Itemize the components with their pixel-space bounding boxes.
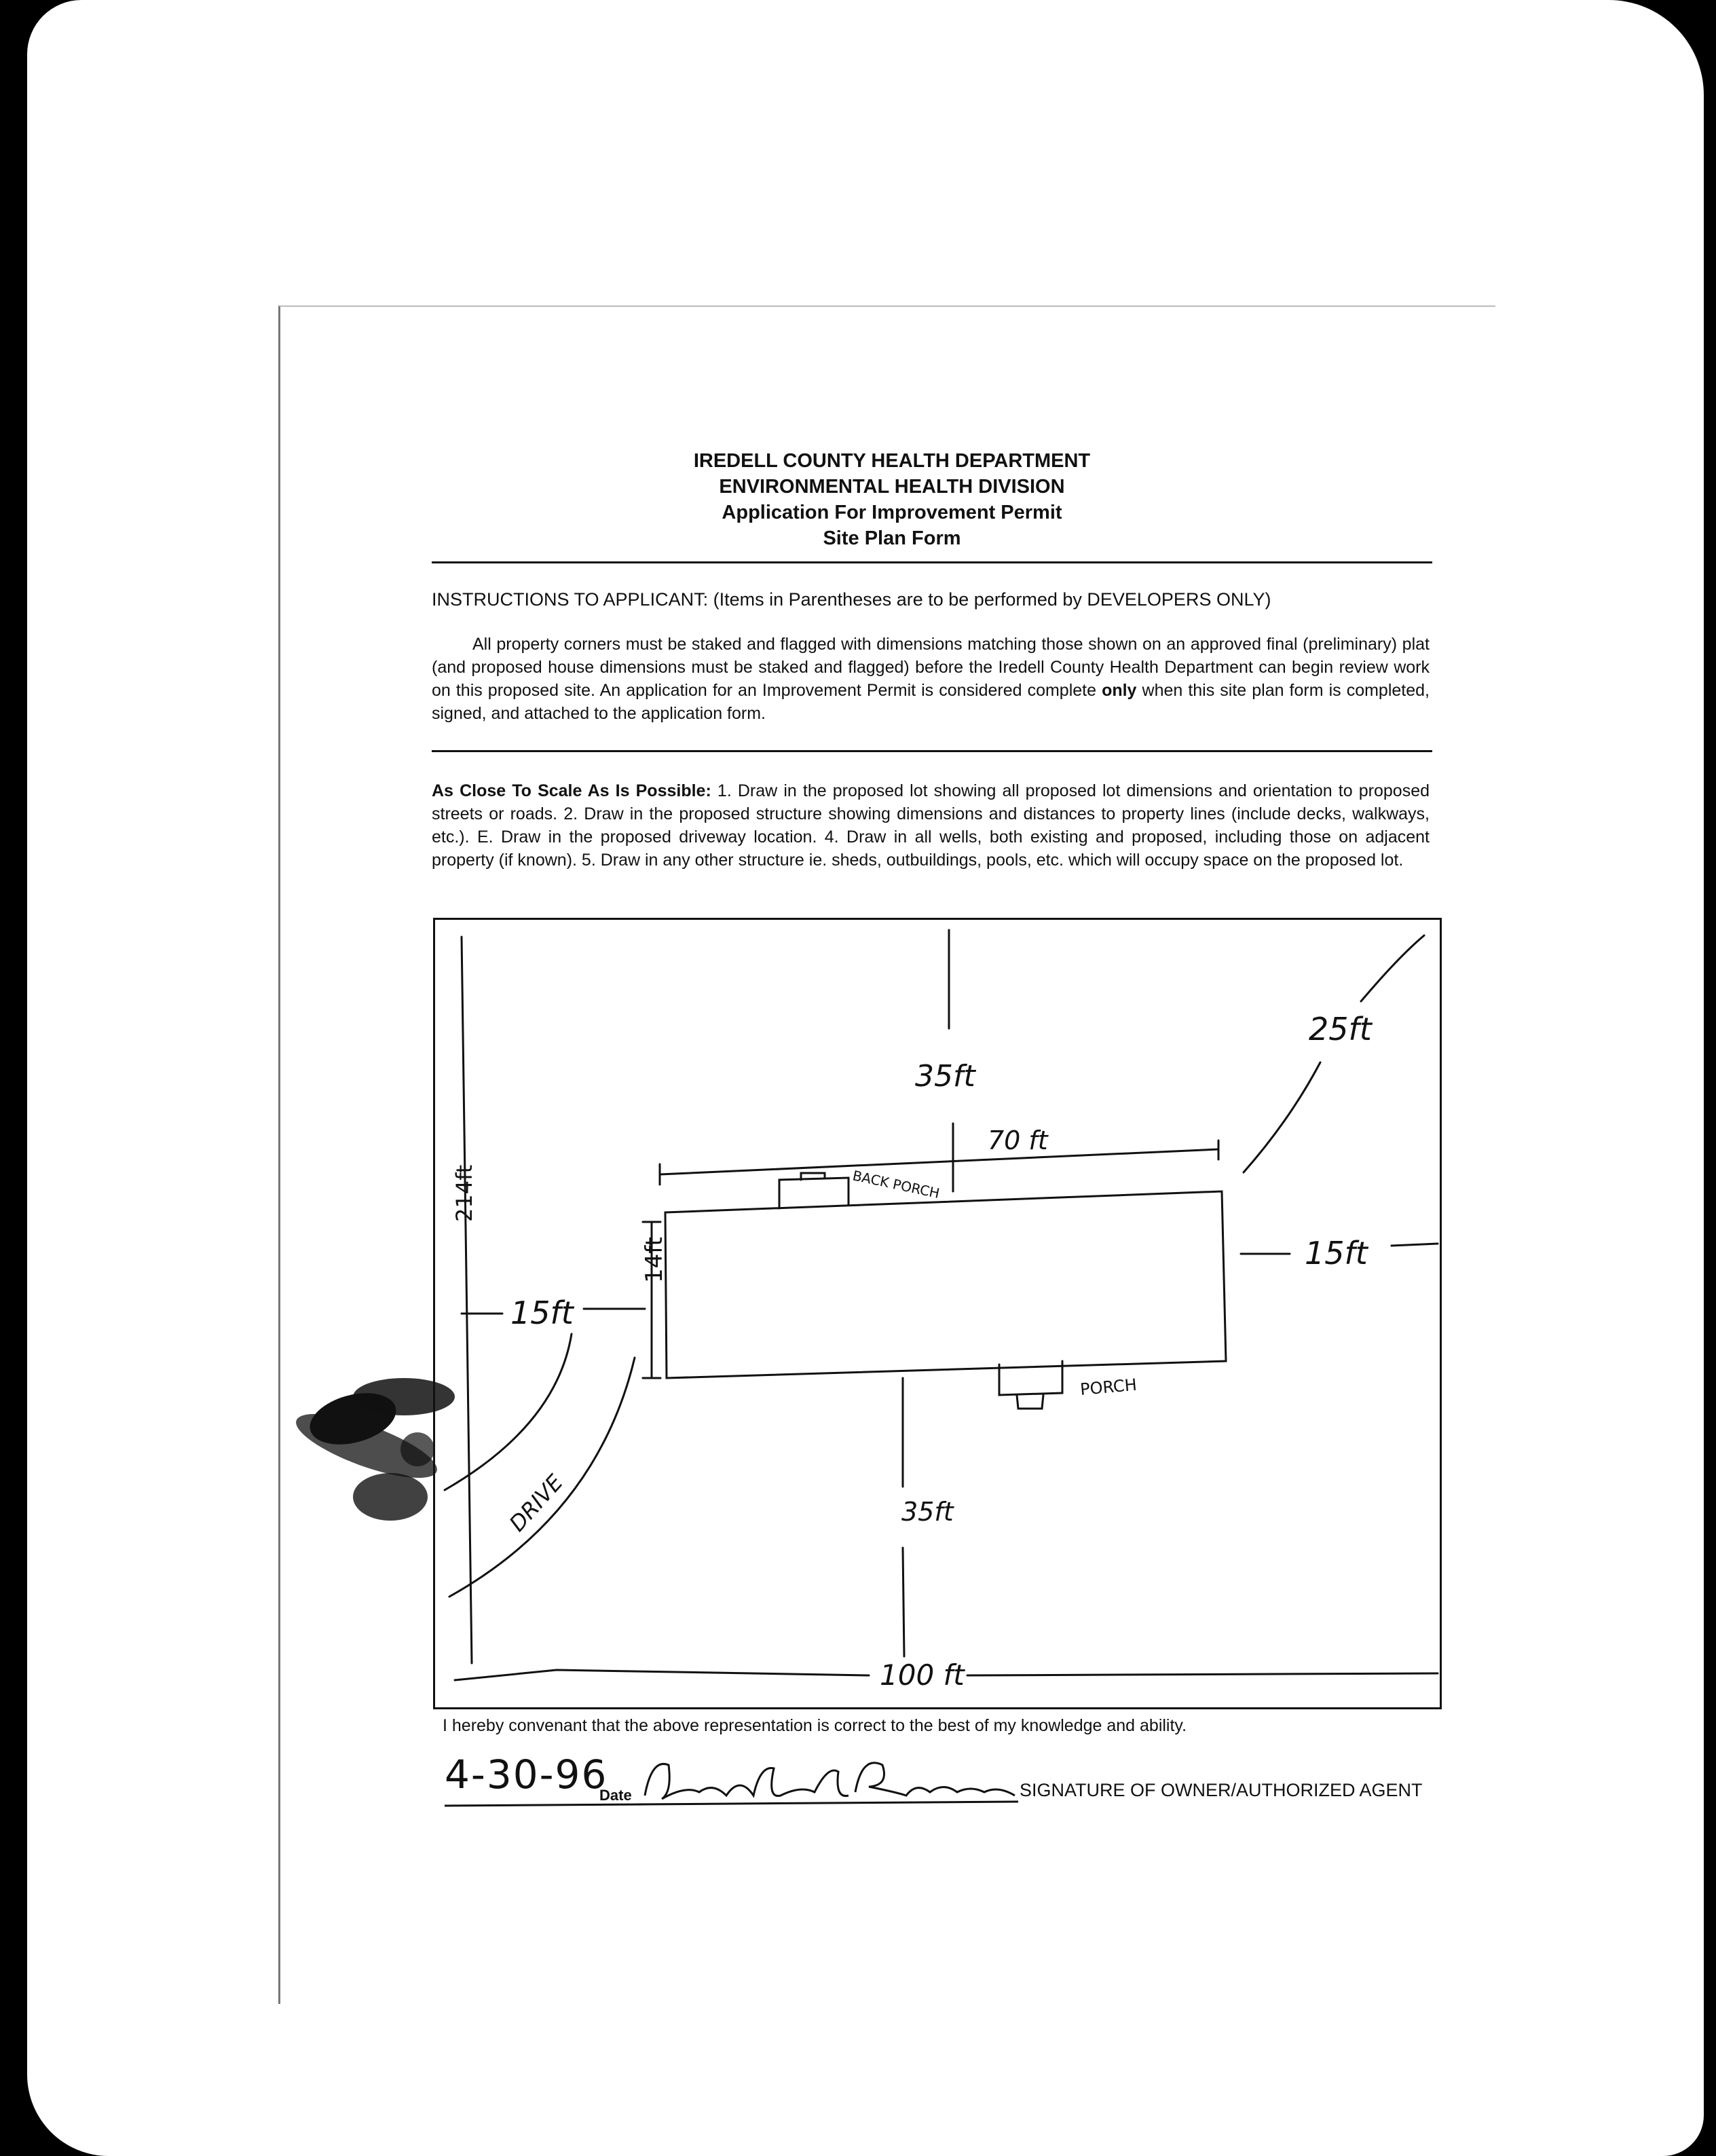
left-distance-label: 15ft (510, 1295, 574, 1331)
lot-width-label: 100 ft (880, 1658, 965, 1692)
width-label: 70 ft (988, 1126, 1048, 1155)
instructions-text-start: All property corners must be staked and flagged with dimensions matching those shown on an approved final (preliminary) plat (and proposed house dimensions must be staked and flagged) before the Iredell County Health Department can begin review work on this proposed site. An application for an Improvement Permit is considered complete (432, 635, 1430, 700)
right-distance-label: 15ft (1305, 1235, 1368, 1271)
form-title: Site Plan Form (823, 527, 961, 549)
left-property-line (462, 937, 472, 1663)
bottom-distance-label: 35ft (901, 1497, 954, 1527)
owner-signature (645, 1763, 1015, 1799)
date-label: Date (599, 1787, 632, 1804)
signature-date[interactable]: 4-30-96 (445, 1751, 608, 1798)
instructions-text-bold: only (1102, 681, 1137, 700)
signature-label: SIGNATURE OF OWNER/AUTHORIZED AGENT (1020, 1780, 1423, 1800)
signature-underline (638, 1802, 1018, 1804)
depth-label: 14ft (641, 1237, 668, 1283)
instructions-heading-label: INSTRUCTIONS TO APPLICANT: (432, 589, 709, 610)
application-title: Application For Improvement Permit (722, 502, 1062, 523)
certification-statement: I hereby convenant that the above representation is correct to the best of my knowledge and ability. (443, 1716, 1187, 1735)
diagonal-distance-label: 25ft (1309, 1011, 1372, 1047)
driveway-curve-outer (445, 1334, 572, 1490)
scale-text: 1. Draw in the proposed lot showing all proposed lot dimensions and orientation to proposed streets or roads. 2. Draw in the proposed structure showing dimensions and distances to property lines (include decks, walkways, etc.). E. Draw in the proposed driveway location. 4. Draw in all wells, both existing and proposed, including those on adjacent property (if known). 5. Draw in any other structure ie. sheds, outbuildings, pools, etc. which will occupy space on the proposed lot. (432, 781, 1430, 870)
back-porch-label: BACK PORCH (851, 1167, 941, 1202)
side-label: 214ft (451, 1164, 477, 1222)
instructions-heading-note: (Items in Parentheses are to be performed by DEVELOPERS ONLY) (713, 589, 1271, 610)
date-underline (445, 1804, 645, 1806)
scale-heading: As Close To Scale As Is Possible: (432, 781, 711, 800)
instructions-text-end: when this site plan form is completed, signed, and attached to the application form. (432, 681, 1430, 723)
porch-label: PORCH (1079, 1375, 1138, 1399)
back-porch (779, 1173, 848, 1208)
division-title: ENVIRONMENTAL HEALTH DIVISION (719, 476, 1065, 498)
top-distance-label: 35ft (915, 1059, 975, 1094)
department-title: IREDELL COUNTY HEALTH DEPARTMENT (693, 450, 1091, 472)
diagonal-distance-line (1244, 935, 1424, 1172)
house-outline (665, 1191, 1226, 1378)
drive-label: DRIVE (504, 1469, 568, 1537)
width-dimension-line (660, 1140, 1218, 1185)
